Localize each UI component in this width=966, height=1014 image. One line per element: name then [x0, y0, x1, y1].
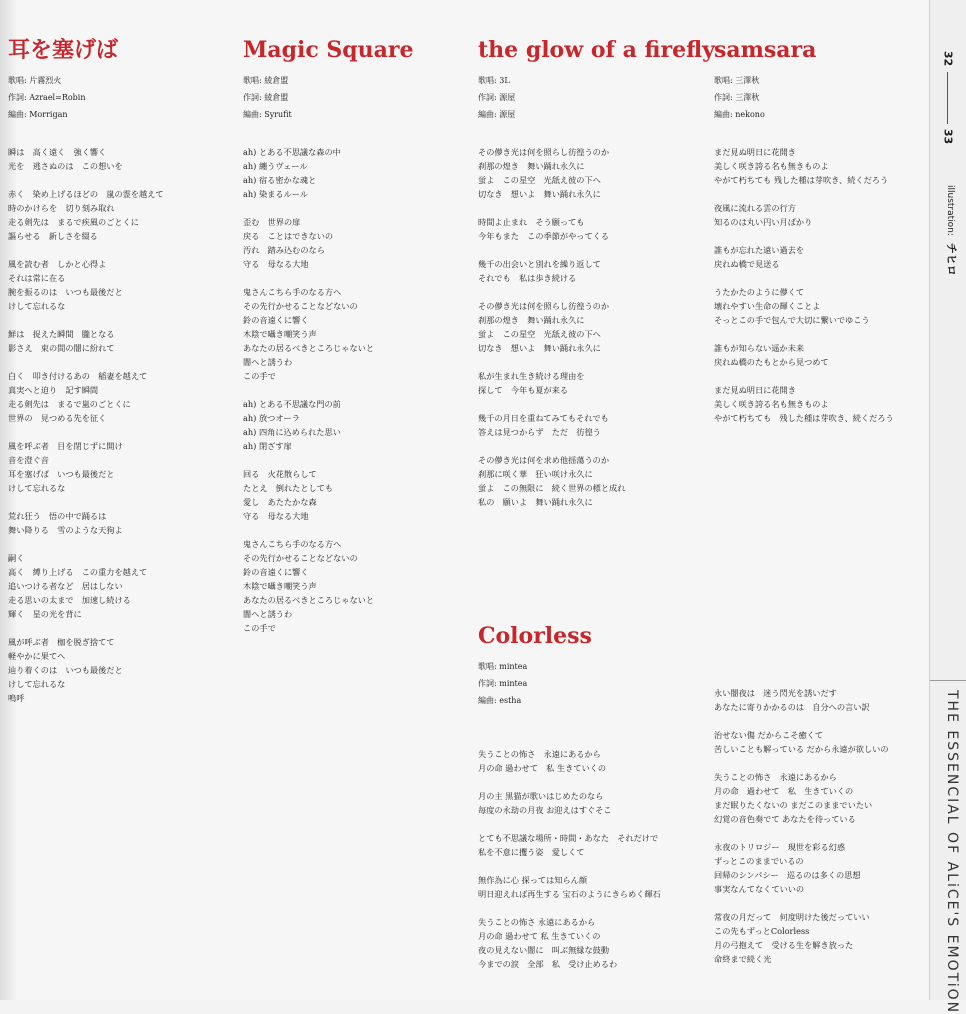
credit-vocal: 歌唱: 三澤秋: [714, 76, 760, 85]
lyric-stanza: [8, 257, 223, 313]
lyrics: [478, 145, 698, 509]
song-title: Colorless: [478, 623, 592, 649]
lyric-line: 刹那の煌き 舞い踊れ永久に: [478, 315, 585, 325]
lyric-line: その儚き光は何を照らし彷徨うのか: [478, 301, 610, 311]
credit-arrange: 編曲: estha: [478, 696, 522, 705]
lyric-line: 幾千の月日を重ねてみてもそれでも: [478, 413, 609, 423]
lyric-line: まだ眠りたくないの まだこのままでいたい: [714, 800, 873, 810]
lyric-line: 木陰で囁き嘲笑う声: [243, 329, 317, 339]
lyric-stanza: [478, 215, 698, 243]
credits: [714, 72, 924, 123]
lyric-line: 誰もが知らない遥か未来: [714, 343, 805, 353]
lyric-line: 耳を塞げば いつも最後だと: [8, 469, 115, 479]
lyric-line: 苦しいことも解っている だから永遠が欲しいの: [714, 744, 889, 754]
lyric-stanza: [8, 439, 223, 495]
lyric-line: それは常に在る: [8, 273, 66, 283]
lyrics: [714, 686, 924, 966]
lyric-line: 月の弓抱えて 受ける生を解き放った: [714, 940, 854, 950]
lyric-line: その儚き光は何を求め他揺蕩うのか: [478, 455, 610, 465]
lyric-line: 荒れ狂う 悟の中で踊るは: [8, 511, 107, 521]
lyrics: [243, 145, 458, 635]
lyrics: [8, 145, 223, 705]
lyric-line: 刹那に咲く華 狂い咲け永久に: [478, 469, 593, 479]
lyric-line: 走る剣先は まるで嵐のごとくに: [8, 399, 131, 409]
lyric-line: 毎度の永劫の月夜 お迎えはすぐそこ: [478, 805, 612, 815]
credit-lyrics: 作詞: Azrael=Robin: [8, 93, 86, 102]
lyric-line: 幾千の出会いと別れを繰り返して: [478, 259, 601, 269]
lyric-line: 高く 縛り上げる この重力を越えて: [8, 567, 148, 577]
lyric-line: その儚き光は何を照らし彷徨うのか: [478, 147, 610, 157]
lyric-line: 夜風に流れる雲の行方: [714, 203, 796, 213]
lyric-stanza: [478, 915, 698, 971]
lyric-line: あなたの居るべきところじゃないと: [243, 343, 375, 353]
credit-lyrics: 作詞: 源屋: [478, 93, 516, 102]
lyric-line: 戻れぬ橋で見送る: [714, 259, 780, 269]
lyric-line: 赤く 染め上げるほどの 嵐の霊を越えて: [8, 189, 164, 199]
lyric-line: とても不思議な場所・時間・あなた それだけで: [478, 833, 659, 843]
lyric-line: ah) 纏うヴェール: [243, 161, 308, 171]
song-title: 耳を塞げば: [8, 37, 119, 63]
lyric-line: 今年もまた この季節がやってくる: [478, 231, 610, 241]
lyric-line: 守る 母なる大地: [243, 259, 309, 269]
lyric-line: 蛍よ この無限に 続く世界の標と成れ: [478, 483, 626, 493]
lyric-line: 走る思いの太まで 加速し続ける: [8, 595, 131, 605]
lyric-line: そっとこの手で包んで大切に繋いでゆこう: [714, 315, 870, 325]
lyric-stanza: [714, 910, 924, 966]
lyric-line: 私を不意に攫う姿 愛しくて: [478, 847, 585, 857]
lyric-line: 守る 母なる大地: [243, 511, 309, 521]
lyric-stanza: [8, 635, 223, 705]
credit-vocal: 歌唱: 綾倉盟: [243, 76, 289, 85]
lyric-line: 幻覚の音色奏でて あなたを待っている: [714, 814, 856, 824]
lyric-line: 誰もが忘れた遠い過去を: [714, 245, 805, 255]
lyric-line: 私が生まれ生き続ける理由を: [478, 371, 585, 381]
lyric-line: 探して 今年も夏が来る: [478, 385, 569, 395]
lyric-line: 嗚呼: [8, 693, 25, 703]
lyric-line: 風を呼ぶ者 目を閉じずに開け: [8, 441, 123, 451]
lyric-stanza: [478, 369, 698, 397]
lyric-line: 永夜のトリロジー 現世を彩る幻惑: [714, 842, 846, 852]
lyric-line: 回る 火花散らして: [243, 469, 317, 479]
credit-vocal: 歌唱: mintea: [478, 662, 528, 671]
credit-arrange: 編曲: nekono: [714, 110, 765, 119]
credits: [478, 658, 698, 709]
lyric-line: 事実なんてなくていいの: [714, 884, 805, 894]
lyric-line: 腕を振るのは いつも最後だと: [8, 287, 123, 297]
lyric-line: 常夜の月だって 何度明けた後だっていい: [714, 912, 870, 922]
song-colorless: [478, 622, 698, 985]
lyric-line: けして忘れるな: [8, 483, 66, 493]
lyric-line: ah) 四角に込められた思い: [243, 427, 341, 437]
sidebar-separator: [930, 680, 966, 681]
credit-vocal: 歌唱: 3L: [478, 76, 510, 85]
lyric-line: うたかたのように儚くて: [714, 287, 805, 297]
lyric-stanza: [8, 551, 223, 621]
lyric-line: 切なき 想いよ 舞い踊れ永久に: [478, 343, 601, 353]
lyric-line: ah) 閉ざす扉: [243, 441, 292, 451]
lyric-line: 知るのは丸い円い月ばかり: [714, 217, 813, 227]
lyric-line: やがて朽ちても 残した種は芽吹き、続くだろう: [714, 413, 894, 423]
lyric-line: 夜の見えない闇に 叫ぶ無縁な鼓動: [478, 945, 610, 955]
lyric-line: それでも 私は歩き続ける: [478, 273, 577, 283]
song-samsara: [714, 36, 924, 439]
lyric-line: 鈴の音遠くに響く: [243, 315, 309, 325]
lyric-line: あなたの居るべきところじゃないと: [243, 595, 375, 605]
lyric-stanza: [478, 789, 698, 817]
song-magic-square: [243, 36, 458, 649]
lyric-line: この手で: [243, 371, 276, 381]
lyric-line: 治せない傷 だからこそ癒くて: [714, 730, 824, 740]
lyric-line: 追いつける者など 居はしない: [8, 581, 123, 591]
credit-arrange: 編曲: Morrigan: [8, 110, 68, 119]
lyrics: [478, 747, 698, 971]
lyric-line: まだ見ぬ明日に花開き: [714, 385, 796, 395]
lyric-line: 永い闇夜は 迷う閃光を誘いだす: [714, 688, 837, 698]
lyric-stanza: [714, 341, 924, 369]
lyric-line: 真実へと迫り 記す瞬間: [8, 385, 99, 395]
credit-lyrics: 作詞: mintea: [478, 679, 528, 688]
lyric-line: 蛍よ この星空 光舐え彼の下へ: [478, 329, 601, 339]
lyric-line: 刹那の煌き 舞い踊れ永久に: [478, 161, 585, 171]
credit-arrange: 編曲: Syrufit: [243, 110, 292, 119]
lyric-line: 闇へと誘うわ: [243, 609, 293, 619]
lyric-stanza: [8, 145, 223, 173]
lyric-stanza: [478, 873, 698, 901]
lyric-line: 月の命 過わせて 私 生きていくの: [478, 763, 607, 773]
lyric-stanza: [714, 285, 924, 327]
song-title: the glow of a firefly: [478, 37, 715, 63]
lyric-line: 風を読む者 しかと心得よ: [8, 259, 107, 269]
lyric-line: あなたに寄りかかるのは 自分への言い訳: [714, 702, 870, 712]
credit-lyrics: 作詞: 三澤秋: [714, 93, 760, 102]
lyric-stanza: [8, 509, 223, 537]
lyric-line: 闇へと誘うわ: [243, 357, 293, 367]
credit-arrange: 編曲: 源屋: [478, 110, 516, 119]
lyric-line: 私の 願いよ 舞い踊れ永久に: [478, 497, 593, 507]
lyric-line: 汚れ 踏み込むのなら: [243, 245, 325, 255]
credit-vocal: 歌唱: 片霧烈火: [8, 76, 62, 85]
lyric-line: 時のかけらを 切り刻み取れ: [8, 203, 115, 213]
lyric-line: 戻る ことはできないの: [243, 231, 334, 241]
lyric-line: 謳らせる 新しさを綴る: [8, 231, 98, 241]
lyric-line: けして忘れるな: [8, 301, 66, 311]
lyric-line: 明日迎えれば再生する 宝石のようにきらめく輝石: [478, 889, 661, 899]
lyric-line: 月の命 過わせて 私 生きていくの: [714, 786, 854, 796]
lyric-line: 輝く 星の光を背に: [8, 609, 82, 619]
lyric-stanza: [478, 299, 698, 355]
lyric-stanza: [714, 145, 924, 187]
page-sidebar: [929, 0, 966, 1014]
lyric-stanza: [8, 327, 223, 355]
credits: [243, 72, 458, 123]
lyric-line: 鬼さんこちら手のなる方へ: [243, 287, 342, 297]
lyric-stanza: [8, 187, 223, 243]
lyric-stanza: [714, 201, 924, 229]
lyric-stanza: [243, 537, 458, 635]
page-number-right: 33: [941, 128, 955, 145]
lyric-stanza: [478, 145, 698, 201]
lyric-line: 失うことの怖さ 永遠にあるから: [478, 917, 596, 927]
lyric-stanza: [478, 747, 698, 775]
lyric-line: 無作為に心 探っては知らん顔: [478, 875, 588, 885]
lyric-line: 白く 叩き付けるあの 稲妻を越えて: [8, 371, 148, 381]
lyric-line: ah) とある不思議な門の前: [243, 399, 341, 409]
lyric-line: 歪む 世界の扉: [243, 217, 301, 227]
lyric-line: 辿り着くのは いつも最後だと: [8, 665, 123, 675]
lyric-stanza: [243, 145, 458, 201]
lyric-stanza: [714, 840, 924, 896]
lyric-stanza: [478, 831, 698, 859]
lyric-line: ah) とある不思議な森の中: [243, 147, 341, 157]
page-number-left: 32: [941, 50, 955, 67]
page-divider-line: [947, 72, 948, 124]
lyric-line: ah) 染まるルール: [243, 189, 308, 199]
song-title: Magic Square: [243, 37, 414, 63]
lyric-stanza: [478, 257, 698, 285]
lyric-stanza: [714, 770, 924, 826]
lyric-line: 軽やかに果てへ: [8, 651, 66, 661]
illustration-credit: [944, 185, 960, 276]
illustrator-name: チヒロ: [945, 242, 958, 276]
lyric-line: 回帰のシンパシー 巡るのは多くの思想: [714, 870, 861, 880]
lyric-stanza: [243, 467, 458, 523]
lyric-line: 瞬は 高く遠く 強く響く: [8, 147, 107, 157]
song-glow-of-a-firefly: [478, 36, 715, 523]
lyric-line: 鬼さんこちら手のなる方へ: [243, 539, 342, 549]
lyric-stanza: [714, 383, 924, 425]
lyric-line: 失うことの怖さ 永遠にあるから: [478, 749, 601, 759]
lyric-line: 美しく咲き誇る名も無きものよ: [714, 399, 829, 409]
lyric-line: 影さえ 束の間の闇に紛れて: [8, 343, 115, 353]
lyric-line: 鮮は 捉えた瞬間 朧となる: [8, 329, 115, 339]
lyric-line: この手で: [243, 623, 276, 633]
lyric-stanza: [714, 686, 924, 714]
lyric-stanza: [714, 728, 924, 756]
lyric-line: 蛍よ この星空 光舐え彼の下へ: [478, 175, 601, 185]
song-mimi-wo-fusageba: [8, 36, 223, 719]
lyric-line: ah) 放つオーラ: [243, 413, 300, 423]
lyric-line: 愛し あたたかな森: [243, 497, 317, 507]
lyric-line: 美しく咲き誇る名も無きものよ: [714, 161, 829, 171]
lyric-line: 鈴の音遠くに響く: [243, 567, 309, 577]
lyric-line: 光を 逃さぬのは この想いを: [8, 161, 123, 171]
lyric-line: 時間よ止まれ そう願っても: [478, 217, 585, 227]
lyric-line: けして忘れるな: [8, 679, 66, 689]
lyric-line: ah) 宿る密かな魂と: [243, 175, 317, 185]
lyric-line: その先行かせることなどないの: [243, 553, 358, 563]
lyric-stanza: [243, 285, 458, 383]
lyric-stanza: [478, 453, 698, 509]
lyric-line: 切なき 想いよ 舞い踊れ永久に: [478, 189, 601, 199]
lyric-stanza: [478, 411, 698, 439]
credits: [478, 72, 698, 123]
lyric-stanza: [8, 369, 223, 425]
lyric-line: 嗣く: [8, 553, 25, 563]
lyric-line: 風が呼ぶ者 枷を脱ぎ捨てて: [8, 637, 115, 647]
lyric-line: 世界の 見つめる先を征く: [8, 413, 107, 423]
lyric-line: 月の主 黒猫が歌いはじめたのなら: [478, 791, 604, 801]
lyric-line: 走る剣先は まるで疾風のごとくに: [8, 217, 139, 227]
lyric-line: 月の命 過わせて 私 生きていくの: [478, 931, 601, 941]
lyric-stanza: [714, 243, 924, 271]
lyric-line: 戻れぬ橋のたもとから見つめて: [714, 357, 829, 367]
lyric-line: 答えは見つからず ただ 彷徨う: [478, 427, 601, 437]
lyric-stanza: [243, 397, 458, 453]
lyric-line: この先もずっとColorless: [714, 926, 810, 936]
lyric-line: 命終まで続く光: [714, 954, 772, 964]
album-title: THE ESSENCIAL OF ALiCE'S EMOTiON: [944, 690, 960, 1014]
lyric-stanza: [243, 215, 458, 271]
lyric-line: ずっとこのままでいるの: [714, 856, 804, 866]
lyric-line: たとえ 倒れたとしても: [243, 483, 334, 493]
lyric-line: 失うことの怖さ 永遠にあるから: [714, 772, 837, 782]
song-title: samsara: [714, 37, 817, 63]
credits: [8, 72, 223, 123]
lyric-line: 舞い降りる 雪のような天狗よ: [8, 525, 123, 535]
lyric-line: 木陰で囁き嘲笑う声: [243, 581, 317, 591]
lyric-line: 今までの涙 全部 私 受け止めるわ: [478, 959, 618, 969]
lyric-line: まだ見ぬ明日に花開き: [714, 147, 796, 157]
illustration-label: illustration:: [945, 185, 955, 236]
lyric-line: やがて朽ちても 残した種は芽吹き、続くだろう: [714, 175, 889, 185]
lyric-line: 壊れやすい生命の輝くことよ: [714, 301, 821, 311]
song-colorless-continued: [714, 686, 924, 980]
lyric-line: 音を澄ぐ音: [8, 455, 49, 465]
lyric-line: その先行かせることなどないの: [243, 301, 358, 311]
lyrics: [714, 145, 924, 425]
credit-lyrics: 作詞: 綾倉盟: [243, 93, 289, 102]
